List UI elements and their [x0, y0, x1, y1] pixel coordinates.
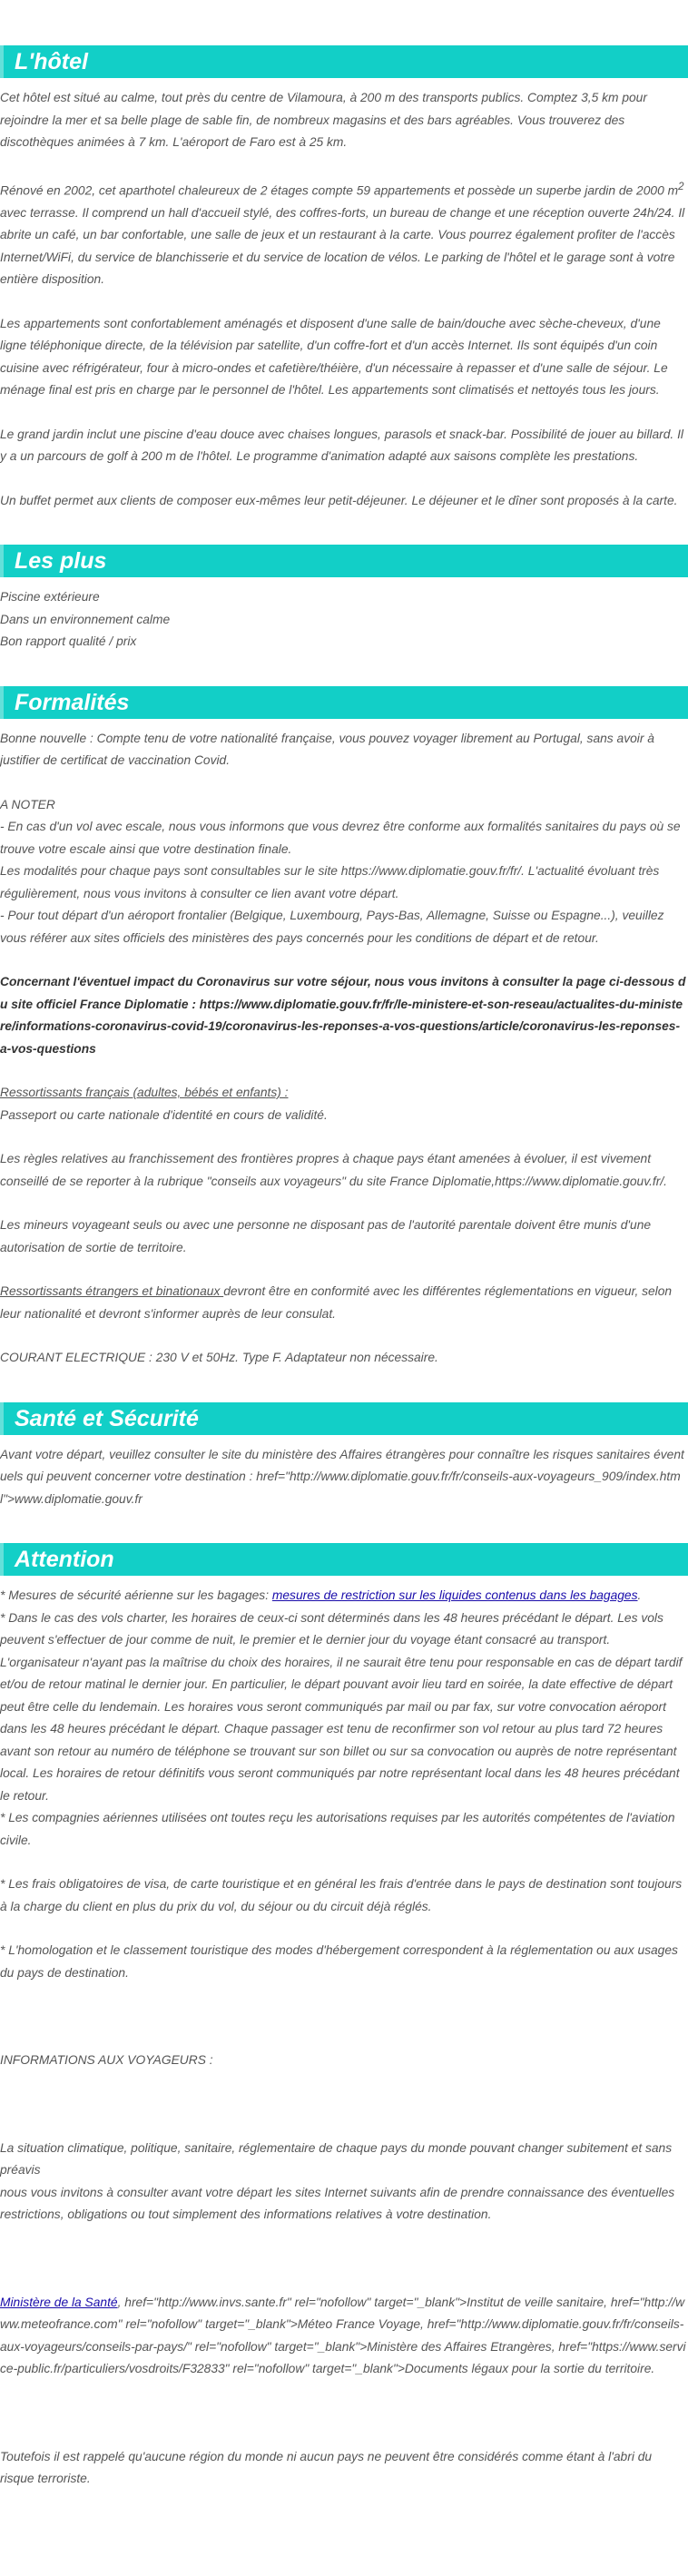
hotel-paragraph: Cet hôtel est situé au calme, tout près du centre de Vilamoura, à 200 m des transports publics. Comptez 3,5 km pour rejoindre la mer et sa belle plage de sable fin, de nombreux magasins et des bars agréables. Vous trouverez des discothèques animées à 7 km. L'aéroport de Faro est à 25 km.	[0, 91, 647, 149]
attention-charter: * Dans le cas des vols charter, les horaires de ceux-ci sont déterminés dans les 48 heures précédant le départ. Les vols peuvent s'effectuer de jour comme de nuit, le premier et le dernier jour du voyage étant consacré au transport. L'organisateur n'ayant pas la maîtrise du choix des horaires, il ne saurait être tenu pour responsable en cas de départ tardif et/ou de retour matinal le dernier jour. En particulier, le départ pouvant avoir lieu tard en soirée, la date effective de départ peut être celle du lendemain. Les horaires vous seront communiqués par mail ou par fax, sur votre convocation aéroport dans les 48 heures précédant le départ. Chaque passager est tenu de reconfirmer son vol retour au plus tard 72 heures avant son retour au numéro de téléphone se trouvant sur son billet ou sur sa convocation ou auprès de notre représentant local. Les horaires de retour définitifs vous seront communiqués par notre représentant local dans les 48 heures précédant le retour.	[0, 1610, 683, 1803]
ressortissants-etrangers-label: Ressortissants étrangers et binationaux	[0, 1284, 224, 1299]
hotel-paragraph: Les appartements sont confortablement aménagés et disposent d'une salle de bain/douche avec sèche-cheveux, d'une ligne téléphonique directe, de la télévision par satellite, d'un coffre-fort et d'un accès Internet. Ils sont équipés d'un coin cuisine avec réfrigérateur, four à micro-ondes et cafetière/théière, d'un nécessaire à repasser et d'une salle de séjour. Le ménage final est pris en charge par le personnel de l'hôtel. Les appartements sont climatisés et nettoyés tous les jours.	[0, 316, 668, 398]
situation-text: nous vous invitons à consulter avant votre départ les sites Internet suivants afin de prendre connaissance des éventuelles restrictions, obligations ou tout simplement des informations relatives à votre destination.	[0, 2185, 675, 2222]
attention-compagnies: * Les compagnies aériennes utilisées ont toutes reçu les autorisations requises par les autorités compétentes de l'aviation civile.	[0, 1811, 675, 1847]
plus-item: Bon rapport qualité / prix	[0, 634, 137, 649]
formalites-content	[0, 728, 686, 1370]
plus-item: Dans un environnement calme	[0, 612, 171, 626]
section-title-plus: Les plus	[0, 545, 688, 577]
courant-electrique: COURANT ELECTRIQUE : 230 V et 50Hz. Type F. Adaptateur non nécessaire.	[0, 1351, 438, 1365]
plus-content	[0, 586, 686, 654]
attention-homologation: * L'homologation et le classement touristique des modes d'hébergement correspondent à la réglementation ou aux usages du pays de destination.	[0, 1943, 678, 1980]
terrorisme-notice: Toutefois il est rappelé qu'aucune région du monde ni aucun pays ne peuvent être considérés comme étant à l'abri du risque terroriste.	[0, 2449, 653, 2486]
liquides-restriction-link[interactable]: mesures de restriction sur les liquides contenus dans les bagages	[271, 1588, 638, 1603]
section-title-sante: Santé et Sécurité	[0, 1402, 688, 1435]
formalites-line: Les modalités pour chaque pays sont consultables sur le site https://www.diplomatie.gouv.fr/fr/. L'actualité évoluant très régulièrement, nous vous invitons à consulter ce lien avant votre départ.	[0, 864, 660, 900]
section-title-hotel: L'hôtel	[0, 45, 688, 78]
section-title-formalites: Formalités	[0, 686, 688, 719]
formalites-coronavirus-notice: Concernant l'éventuel impact du Coronavirus sur votre séjour, nous vous invitons à consulter la page ci-dessous du site officiel France Diplomatie : https://www.diplomatie.gouv.fr/fr/le-ministere-et-son-reseau/actualites-du-ministere/informations-coronavirus-covid-19/coronavirus-les-reponses-a-vos-questions/article/coronavirus-les-reponses-a-vos-questions	[0, 975, 686, 1056]
ressortissants-francais-label: Ressortissants français (adultes, bébés et enfants) :	[0, 1086, 289, 1100]
attention-content	[0, 1585, 686, 2491]
informations-voyageurs-title: INFORMATIONS AUX VOYAGEURS :	[0, 2053, 213, 2068]
formalites-regles: Les règles relatives au franchissement des frontières propres à chaque pays étant amenées à évoluer, il est vivement conseillé de se reporter à la rubrique "conseils aux voyageurs" du site France Diplomatie,https://www.diplomatie.gouv.fr/.	[0, 1152, 668, 1188]
hotel-paragraph: Le grand jardin inclut une piscine d'eau douce avec chaises longues, parasols et snack-bar. Possibilité de jouer au billard. Il y a un parcours de golf à 200 m de l'hôtel. Le programme d'animation adapté aux saisons complète les prestations.	[0, 427, 683, 464]
hotel-paragraph	[0, 176, 686, 291]
sante-content	[0, 1444, 686, 1511]
section-plus	[0, 545, 688, 654]
hotel-p2-text: Rénové en 2002, cet aparthotel chaleureux de 2 étages compte 59 appartements et possède un superbe jardin de 2000 m	[0, 183, 679, 198]
ressortissants-etrangers-text: devront être en conformité avec les différentes réglementations en vigueur, selon leur nationalité et devront s'informer auprès de leur consulat.	[0, 1284, 673, 1321]
ministere-links-text: , href="http://www.invs.sante.fr" rel="nofollow" target="_blank">Institut de veille sanitaire, href="http://www.meteofrance.com" rel="nofollow" target="_blank">Méteo France Voyage, href="http://www.diplomatie.gouv.fr/fr/conseils-aux-voyageurs/conseils-par-pays/" rel="nofollow" target="_blank">Ministère des Affaires Etrangères, href="https://www.service-public.fr/particuliers/vosdroits/F32833" rel="nofollow" target="_blank">Documents légaux pour la sortie du territoire.	[0, 2295, 686, 2376]
hotel-p2-sup: 2	[678, 181, 684, 192]
hotel-content	[0, 87, 686, 512]
formalites-line: - Pour tout départ d'un aéroport frontalier (Belgique, Luxembourg, Pays-Bas, Allemagne, Suisse ou Espagne...), veuillez vous référer aux sites officiels des ministères des pays concernés pour les conditions de départ et de retour.	[0, 909, 664, 945]
section-attention	[0, 1543, 688, 2491]
plus-item: Piscine extérieure	[0, 590, 100, 605]
formalites-line: - En cas d'un vol avec escale, nous vous informons que vous devrez être conforme aux formalités sanitaires du pays où se trouve votre escale ainsi que votre destination finale.	[0, 820, 681, 856]
hotel-p2-text: avec terrasse. Il comprend un hall d'accueil stylé, des coffres-forts, un bureau de change et une réception ouverte 24h/24. Il abrite un café, un bar confortable, une salle de jeux et un restaurant à la carte. Vous pourrez également profiter de l'accès Internet/WiFi, du service de blanchisserie et du service de location de vélos. Le parking de l'hôtel et le garage sont à votre entière disposition.	[0, 205, 685, 287]
sante-text: Avant votre départ, veuillez consulter le site du ministère des Affaires étrangères pour connaître les risques sanitaires éventuels qui peuvent concerner votre destination : href="http://www.diplomatie.gouv.fr/fr/conseils-aux-voyageurs_909/index.html">www.diplomatie.gouv.fr	[0, 1447, 684, 1506]
attention-bagages-prefix: * Mesures de sécurité aérienne sur les bagages:	[0, 1588, 272, 1603]
ressortissants-francais-text: Passeport ou carte nationale d'identité en cours de validité.	[0, 1107, 328, 1122]
section-hotel	[0, 45, 688, 512]
section-title-attention: Attention	[0, 1543, 688, 1576]
attention-bagages	[0, 1585, 686, 1608]
ministere-sante-link[interactable]: Ministère de la Santé	[0, 2295, 118, 2309]
situation-text: La situation climatique, politique, sanitaire, réglementaire de chaque pays du monde pouvant changer subitement et sans préavis	[0, 2140, 673, 2178]
hotel-paragraph: Un buffet permet aux clients de composer eux-mêmes leur petit-déjeuner. Le déjeuner et le dîner sont proposés à la carte.	[0, 493, 678, 507]
formalites-intro: Bonne nouvelle : Compte tenu de votre nationalité française, vous pouvez voyager librement au Portugal, sans avoir à justifier de certificat de vaccination Covid.	[0, 731, 654, 768]
attention-bagages-suffix: .	[637, 1588, 642, 1603]
section-formalites	[0, 686, 688, 1370]
attention-frais: * Les frais obligatoires de visa, de carte touristique et en général les frais d'entrée dans le pays de destination sont toujours à la charge du client en plus du prix du vol, du séjour ou du circuit déjà réglés.	[0, 1877, 683, 1913]
formalites-a-noter: A NOTER	[0, 797, 55, 811]
formalites-mineurs: Les mineurs voyageant seuls ou avec une personne ne disposant pas de l'autorité parentale doivent être munis d'une autorisation de sortie de territoire.	[0, 1218, 652, 1254]
ressortissants-etrangers	[0, 1281, 686, 1325]
section-sante	[0, 1402, 688, 1511]
ministere-links	[0, 2292, 686, 2381]
